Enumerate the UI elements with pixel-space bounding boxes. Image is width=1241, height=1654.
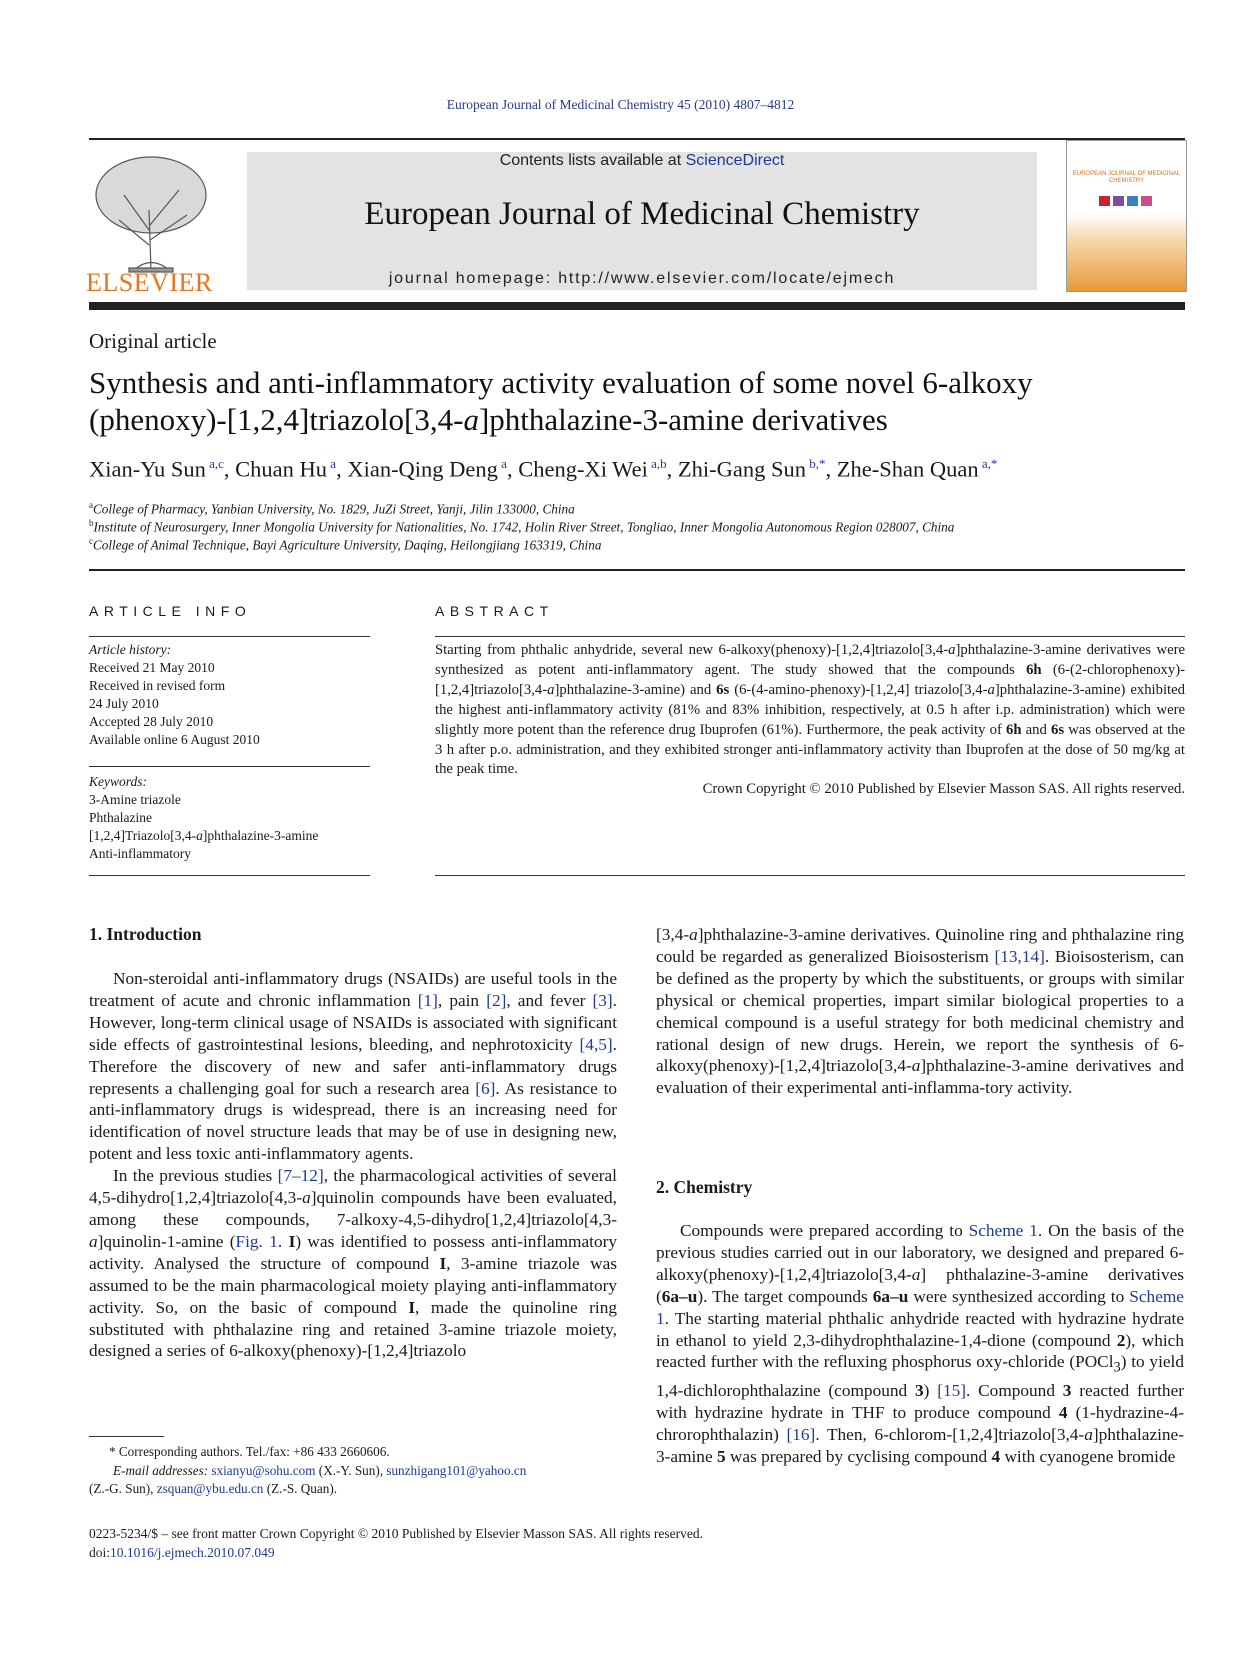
info-rule bbox=[89, 766, 370, 767]
keyword-item: 3-Amine triazole bbox=[89, 792, 181, 807]
abstract-rule bbox=[435, 875, 1185, 876]
keyword-item: Anti-inflammatory bbox=[89, 846, 191, 861]
author-name: Chuan Hu bbox=[235, 456, 328, 482]
keywords-label: Keywords: bbox=[89, 774, 147, 789]
cover-swatch bbox=[1099, 196, 1110, 206]
history-item: Received in revised form bbox=[89, 678, 226, 693]
author-name: Xian-Yu Sun bbox=[89, 456, 206, 482]
ref-link[interactable]: [6] bbox=[475, 1078, 496, 1098]
affiliation-a: $^a$College of Pharmacy, Yanbian University, No. 1829, JuZi Street, Yanji, Jilin 133000, China bbox=[89, 500, 575, 517]
info-rule bbox=[89, 636, 370, 637]
author-affiliation-marker[interactable]: b,* bbox=[806, 456, 826, 471]
introduction-continued: [3,4-a]phthalazine-3-amine derivatives. Quinoline ring and phthalazine ring could be regarded as generalized Bioisosterism [13,14]. Bioisosterism, can be defined as the property by which the substituents, or groups with similar physical or chemical properties, impart similar biological properties to a chemical compound is a useful strategy for both medicinal chemistry and rational design of new drugs. Herein, we report the synthesis of 6-alkoxy(phenoxy)-[1,2,4]triazolo[3,4-a]phthalazine-3-amine derivatives and evaluation of their experimental anti-inflamma-tory activity. bbox=[656, 925, 1184, 1098]
contents-prefix: Contents lists available at bbox=[499, 152, 682, 169]
introduction-heading: 1. Introduction bbox=[89, 924, 202, 944]
keyword-item: Phthalazine bbox=[89, 810, 152, 825]
author-name: Zhi-Gang Sun bbox=[677, 456, 806, 482]
cover-swatch bbox=[1113, 196, 1124, 206]
front-matter-line: 0223-5234/$ – see front matter Crown Copyright © 2010 Published by Elsevier Masson SAS. All rights reserved. bbox=[89, 1526, 703, 1541]
scheme-link[interactable]: Scheme 1 bbox=[656, 1286, 1184, 1328]
author-affiliation-marker[interactable]: a,b bbox=[647, 456, 667, 471]
scheme-link[interactable]: Scheme 1 bbox=[968, 1221, 1038, 1240]
journal-citation[interactable]: European Journal of Medicinal Chemistry 45 (2010) 4807–4812 bbox=[446, 97, 795, 112]
cover-swatch bbox=[1141, 196, 1152, 206]
ref-link[interactable]: [1] bbox=[417, 990, 438, 1010]
ref-link[interactable]: [16] bbox=[786, 1424, 816, 1444]
ref-link[interactable]: [4,5] bbox=[579, 1034, 613, 1054]
cover-swatch bbox=[1127, 196, 1138, 206]
history-item: Accepted 28 July 2010 bbox=[89, 714, 214, 729]
cover-title: EUROPEAN JOURNAL OF MEDICINAL CHEMISTRY bbox=[1072, 171, 1181, 184]
introduction-body: Non-steroidal anti-inflammatory drugs (NSAIDs) are useful tools in the treatment of acute and chronic inflammation [1], pain [2], and fever [3]. However, long-term clinical usage of NSAIDs is associated with significant side effects of gastrointestinal lesions, bleeding, and nephrotoxicity [4,5]. Therefore the discovery of new and safer anti-inflammatory drugs represents a challenging goal for such a research area [6]. As resistance to anti-inflammatory drugs is widespread, there is an increasing need for identification of novel structure leads that may be of use in designing new, potent and less toxic anti-inflammatory agents. In the previous studies [7–12], the pharmacological activities of several 4,5-dihydro[1,2,4]triazolo[4,3-a]quinolin compounds have been evaluated, among these compounds, 7-alkoxy-4,5-dihydro[1,2,4]triazolo[4,3-a]quinolin-1-amine (Fig. 1. I) was identified to possess anti-inflammatory activity. Analysed the structure of compound I, 3-amine triazole was assumed to be the main pharmacological moiety playing anti-inflammatory activity. So, on the basic of compound I, made the quinoline ring substituted with phthalazine ring and retained 3-amine triazole moiety, designed a series of 6-alkoxy(phenoxy)-[1,2,4]triazolo bbox=[89, 969, 618, 1361]
journal-homepage[interactable]: journal homepage: http://www.elsevier.com/locate/ejmech bbox=[388, 270, 896, 287]
keywords bbox=[89, 773, 374, 863]
article-title: Synthesis and anti-inflammatory activity evaluation of some novel 6-alkoxy (phenoxy)-[1,2,4]triazolo[3,4-a]phthalazine-3-amine derivatives bbox=[89, 365, 1033, 437]
affiliation-c: $^c$College of Animal Technique, Bayi Agriculture University, Daqing, Heilongjiang 163319, China bbox=[89, 536, 602, 553]
section-divider bbox=[89, 569, 1185, 571]
ref-link[interactable]: [13,14] bbox=[994, 946, 1045, 966]
sciencedirect-link[interactable]: ScienceDirect bbox=[685, 152, 785, 169]
author-name: Xian-Qing Deng bbox=[347, 456, 498, 482]
author-affiliation-marker[interactable]: a,* bbox=[978, 456, 998, 471]
author-list: Xian-Yu Sun $^{a,c}$, Chuan Hu $^a$, Xian-Qing Deng $^a$, Cheng-Xi Wei $^{a,b}$, Zhi-Gang Sun $^{b,*}$, Zhe-Shan Quan $^{a,*}$ bbox=[89, 456, 998, 482]
footnote-rule bbox=[89, 1436, 164, 1437]
article-info-heading: ARTICLE INFO bbox=[89, 603, 252, 619]
header-top-rule bbox=[89, 138, 1185, 140]
article-history bbox=[89, 641, 374, 749]
keyword-item: [1,2,4]Triazolo[3,4-a]phthalazine-3-amine bbox=[89, 828, 319, 843]
doi-label: doi: bbox=[89, 1544, 111, 1560]
history-item: Received 21 May 2010 bbox=[89, 660, 215, 675]
email-link[interactable]: zsquan@ybu.edu.cn bbox=[156, 1481, 264, 1496]
contents-line bbox=[247, 152, 1037, 170]
figure-link[interactable]: Fig. 1 bbox=[235, 1231, 278, 1251]
history-item: Available online 6 August 2010 bbox=[89, 732, 260, 747]
email-link[interactable]: sxianyu@sohu.com bbox=[211, 1462, 316, 1478]
doi-link[interactable]: 10.1016/j.ejmech.2010.07.049 bbox=[110, 1544, 275, 1560]
history-item: 24 July 2010 bbox=[89, 696, 159, 711]
ref-link[interactable]: [15] bbox=[937, 1380, 966, 1400]
abstract-copyright: Crown Copyright © 2010 Published by Elsevier Masson SAS. All rights reserved. bbox=[702, 781, 1185, 798]
ref-link[interactable]: [3] bbox=[592, 990, 613, 1010]
abstract-heading: ABSTRACT bbox=[435, 603, 554, 619]
author-affiliation-marker[interactable]: a,c bbox=[205, 456, 224, 471]
email-link[interactable]: sunzhigang101@yahoo.cn bbox=[386, 1462, 527, 1478]
journal-title: European Journal of Medicinal Chemistry bbox=[364, 196, 920, 232]
journal-cover-thumbnail[interactable] bbox=[1066, 140, 1187, 292]
page-footer bbox=[89, 1525, 989, 1562]
article-type: Original article bbox=[89, 329, 217, 353]
author-affiliation-marker[interactable]: a bbox=[327, 456, 337, 471]
header-bottom-rule bbox=[89, 302, 1185, 310]
history-label: Article history: bbox=[89, 642, 172, 657]
ref-link[interactable]: [7–12] bbox=[277, 1166, 324, 1186]
chemistry-heading: 2. Chemistry bbox=[656, 1177, 753, 1197]
author-name: Cheng-Xi Wei bbox=[518, 456, 648, 482]
corresponding-author-footnote: * Corresponding authors. Tel./fax: +86 433 2660606. E-mail addresses: sxianyu@sohu.com (X.-Y. Sun), sunzhigang101@yahoo.cn (Z.-G. Sun), zsquan@ybu.edu.cn (Z.-S. Quan). bbox=[89, 1444, 527, 1496]
ref-link[interactable]: [2] bbox=[486, 990, 507, 1010]
info-rule bbox=[89, 875, 370, 876]
abstract-text: Starting from phthalic anhydride, several new 6-alkoxy(phenoxy)-[1,2,4]triazolo[3,4-a]phthalazine-3-amine derivatives were synthesized as potent anti-inflammatory agent. The study showed that the compounds 6h (6-(2-chlorophenoxy)-[1,2,4]triazolo[3,4-a]phthalazine-3-amine) and 6s (6-(4-amino-phenoxy)-[1,2,4] triazolo[3,4-a]phthalazine-3-amine) exhibited the highest anti-inflammatory activity (81% and 83% inhibition, respectively, at 0.5 h after i.p. administration) which were slightly more potent than the reference drug Ibuprofen (61%). Furthermore, the peak activity of 6h and 6s was observed at the 3 h after p.o. administration, and they exhibited stronger anti-inflammatory activity than Ibuprofen at the dose of 50 mg/kg at the peak time. Crown Copyright © 2010 Published by Elsevier Masson SAS. All rights reserved. bbox=[435, 641, 1185, 800]
abstract-rule bbox=[435, 636, 1185, 637]
affiliation-b: $^b$Institute of Neurosurgery, Inner Mongolia University for Nationalities, No. 1742, Holin River Street, Tongliao, Inner Mongolia Autonomous Region 028007, China bbox=[89, 518, 955, 535]
author-name: Zhe-Shan Quan bbox=[836, 456, 979, 482]
publisher-name: ELSEVIER bbox=[86, 268, 213, 297]
history-list bbox=[89, 659, 374, 749]
author-affiliation-marker[interactable]: a bbox=[497, 456, 507, 471]
chemistry-body: Compounds were prepared according to Scheme 1. On the basis of the previous studies carried out in our laboratory, we designed and prepared 6-alkoxy(phenoxy)-[1,2,4]triazolo[3,4-a] phthalazine-3-amine derivatives (6a–u). The target compounds 6a–u were synthesized according to Scheme 1. The starting material phthalic anhydride reacted with hydrazine hydrate in ethanol to yield 2,3-dihydrophthalazine-1,4-dione (compound 2), which reacted further with the refluxing phosphorus oxy-chloride (POCl$_3$) to yield 1,4-dichlorophthalazine (compound 3) [15]. Compound 3 reacted further with hydrazine hydrate in THF to produce compound 4 (1-hydrazine-4-chrorophthalazin) [16]. Then, 6-chlorom-[1,2,4]triazolo[3,4-a]phthalazine-3-amine 5 was prepared by cyclising compound 4 with cyanogene bromide bbox=[656, 1221, 1184, 1466]
